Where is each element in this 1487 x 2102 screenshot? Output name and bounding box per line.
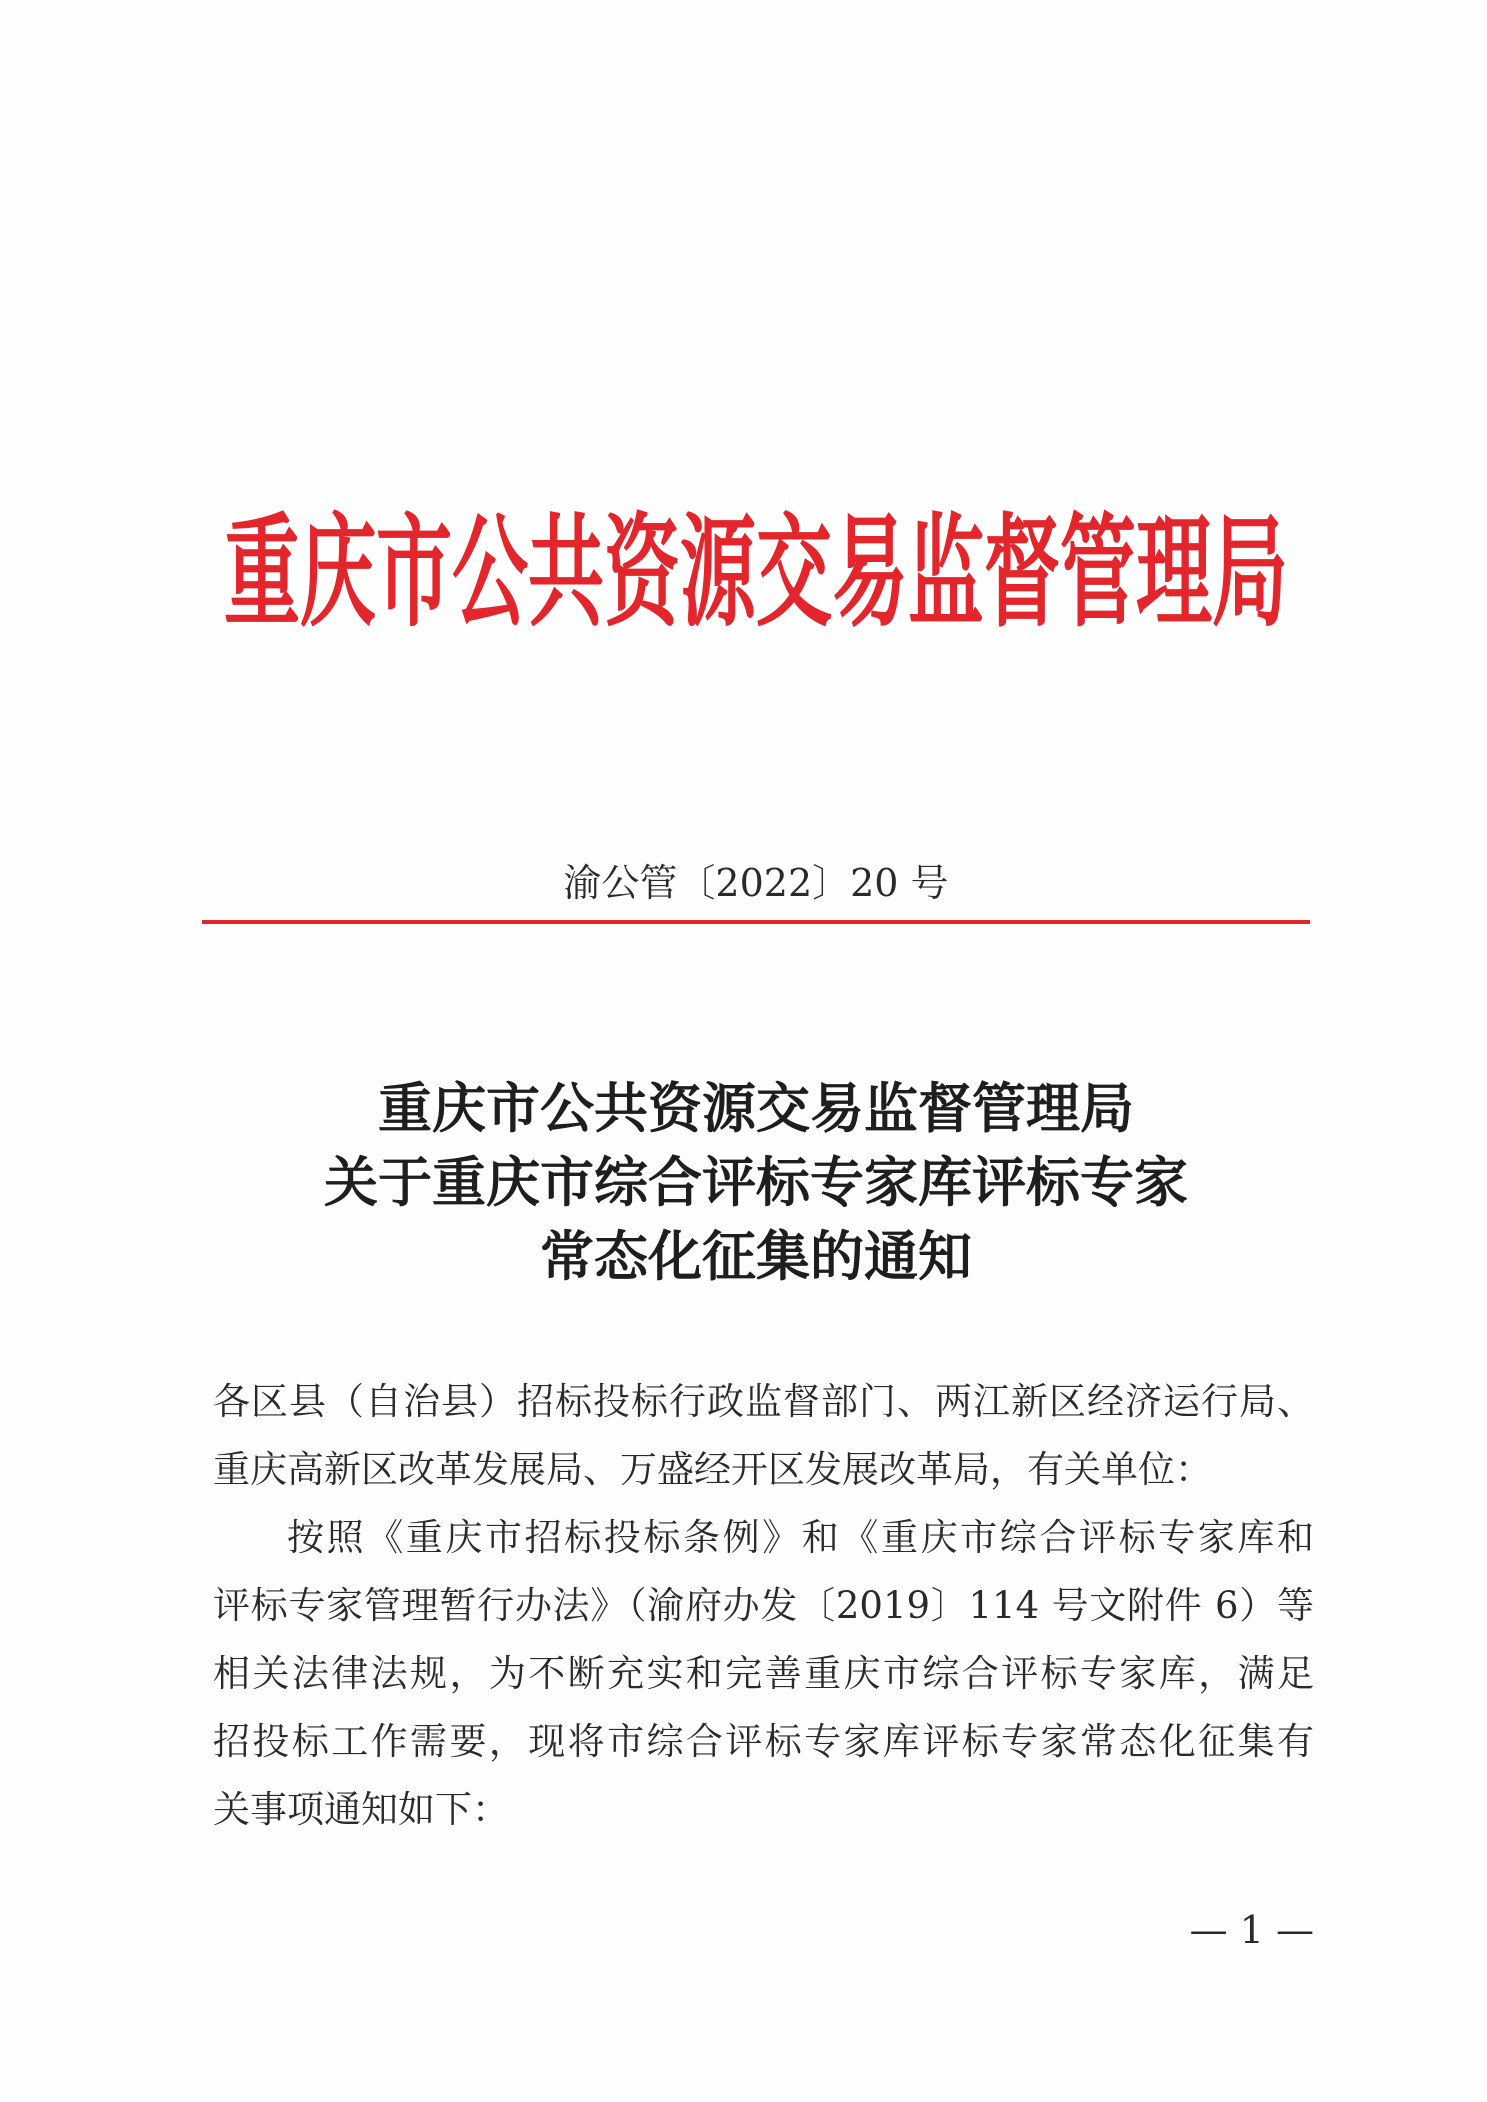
document-number: 渝公管〔2022〕20 号	[563, 861, 949, 905]
page-number: — 1 —	[1189, 1908, 1314, 1952]
document-body	[213, 1368, 1314, 1844]
document-title	[256, 1071, 1256, 1293]
red-divider-line	[202, 920, 1310, 924]
title-line-3: 常态化征集的通知	[540, 1224, 972, 1288]
title-line-2: 关于重庆市综合评标专家库评标专家	[324, 1150, 1188, 1214]
agency-red-header: 重庆市公共资源交易监督管理局	[224, 501, 1288, 644]
body-line-1: 各区县（自治县）招标投标行政监督部门、两江新区经济运行局、	[213, 1380, 1314, 1423]
body-line-3: 按照《重庆市招标投标条例》和《重庆市综合评标专家库和	[287, 1516, 1314, 1559]
body-line-2: 重庆高新区改革发展局、万盛经开区发展改革局，有关单位：	[213, 1448, 1212, 1491]
body-line-7: 关事项通知如下：	[213, 1788, 509, 1831]
body-line-4: 评标专家管理暂行办法》（渝府办发〔2019〕114 号文附件 6）等	[213, 1584, 1314, 1627]
title-line-1: 重庆市公共资源交易监督管理局	[378, 1076, 1134, 1140]
body-line-5: 相关法律法规，为不断充实和完善重庆市综合评标专家库，满足	[213, 1652, 1314, 1695]
body-line-6: 招投标工作需要，现将市综合评标专家库评标专家常态化征集有	[213, 1720, 1314, 1763]
